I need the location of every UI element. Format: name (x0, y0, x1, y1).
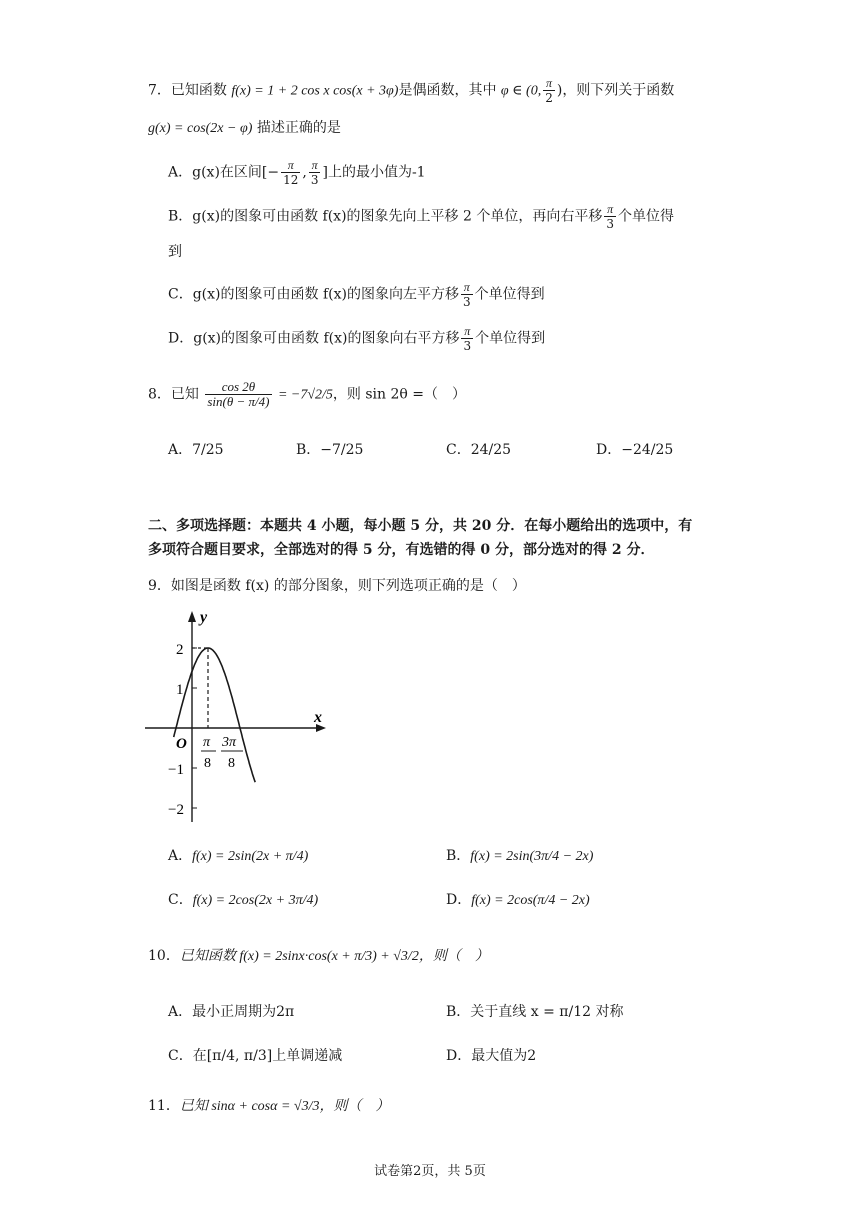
q7-option-a[interactable]: A．g(x)在区间[− $\frac{\pi}{12}$ , $\frac{\pi}{3}$ ]上的最小值为-1 (168, 158, 426, 187)
option-label: D． (446, 892, 472, 908)
q9-stem (148, 576, 526, 596)
option-value: f(x) = 2sin(3π/4 − 2x) (470, 849, 594, 864)
q9-stem-text: 如图是函数 f(x) 的部分图象，则下列选项正确的是（ ） (170, 578, 526, 594)
section2-heading-line1: 二、多项选择题：本题共 4 小题，每小题 5 分，共 20 分．在每小题给出的选项中，有 (148, 518, 693, 534)
q11-stem-text: 已知 sinα + cosα = √3/3，则（ ） (179, 1099, 390, 1114)
option-label: C． (168, 1048, 193, 1064)
q7-stem-prefix: 已知函数 (170, 82, 227, 99)
option-label: B． (446, 1004, 471, 1020)
q7-stem-suffix: ，则下列关于函数 (562, 82, 675, 99)
tick-3pi-8-den: 8 (228, 756, 235, 771)
tick-label-minus-1: −1 (168, 762, 184, 778)
y-axis-label: y (200, 609, 208, 626)
option-value: f(x) = 2cos(2x + 3π/4) (192, 893, 319, 908)
tick-label-minus-2: −2 (168, 802, 184, 818)
q7-line1: 7．已知函数 f(x) = 1 + 2 cos x cos(x + 3φ)是偶函数，其中 φ ∈ (0, $\frac{\pi}{2}$ )，则下列关于函数 (148, 76, 675, 105)
option-value: 在[π/4, π/3]上单调递减 (192, 1048, 343, 1064)
option-label: A． (168, 848, 193, 864)
q7-pi-over-2: $\frac{\pi}{2}$ (545, 76, 553, 105)
q8-fraction: $\frac{\cos 2\theta}{\sin(\theta - \pi/4)}$ (207, 379, 270, 409)
option-label: A． (168, 1004, 193, 1020)
q8-stem: 8．已知 $\frac{\cos 2\theta}{\sin(\theta - \pi/4)}$ = −7√2/5，则 sin 2θ =（ ） (148, 379, 467, 409)
sine-curve (174, 648, 256, 782)
q9-option-c[interactable] (168, 890, 318, 911)
x-axis-label: x (314, 709, 322, 726)
tick-pi-8-num: π (203, 735, 211, 750)
option-value: 24/25 (470, 442, 512, 458)
q7-option-b[interactable]: B．g(x)的图象可由函数 f(x)的图象先向上平移 2 个单位，再向右平移 $\frac{\pi}{3}$ 个单位得 (168, 202, 674, 231)
q9-graph (140, 600, 340, 830)
q8-option-a[interactable] (168, 440, 224, 460)
q9-option-a[interactable] (168, 846, 308, 867)
q9-option-d[interactable] (446, 890, 590, 911)
tick-label-1: 1 (176, 682, 184, 698)
tick-label-2: 2 (176, 642, 184, 658)
option-value: 最小正周期为2π (192, 1004, 295, 1020)
q11-number: 11． (148, 1098, 180, 1114)
option-label: B． (168, 208, 193, 225)
option-label: D． (446, 1048, 472, 1064)
q9-option-b[interactable] (446, 846, 593, 867)
q7-number: 7． (148, 82, 171, 99)
q10-option-a[interactable] (168, 1002, 294, 1022)
option-value: −24/25 (621, 442, 674, 458)
option-value: 最大值为2 (471, 1048, 537, 1064)
option-value: −7/25 (320, 442, 364, 458)
q10-stem-text: 已知函数 f(x) = 2sinx·cos(x + π/3) + √3/2，则（ ） (179, 949, 489, 964)
option-value: f(x) = 2sin(2x + π/4) (192, 849, 309, 864)
q8-option-c[interactable] (446, 440, 511, 460)
q7-line2 (148, 118, 341, 139)
q10-option-b[interactable] (446, 1002, 623, 1022)
option-value: 关于直线 x = π/12 对称 (470, 1004, 624, 1020)
page-footer: 试卷第2页，共 5页 (374, 1164, 486, 1179)
tick-3pi-8-num: 3π (222, 735, 237, 750)
q8-rhs: = −7√2/5 (277, 387, 333, 403)
option-label: D． (168, 330, 194, 347)
q7-function-expr: f(x) = 1 + 2 cos x cos(x + 3φ) (231, 83, 399, 99)
q9-number: 9． (148, 578, 171, 594)
option-value: 7/25 (192, 442, 224, 458)
q7-option-c[interactable]: C．g(x)的图象可由函数 f(x)的图象向左平方移 $\frac{\pi}{3}$ 个单位得到 (168, 280, 545, 309)
q7-g-expr: g(x) = cos(2x − φ) (148, 121, 253, 136)
q8-number: 8． (148, 386, 171, 403)
option-value: f(x) = 2cos(π/4 − 2x) (471, 893, 590, 908)
q10-number: 10． (148, 948, 180, 964)
option-label: D． (596, 442, 622, 458)
option-label: A． (168, 442, 193, 458)
q8-option-d[interactable] (596, 440, 673, 460)
q11-stem (148, 1096, 390, 1117)
option-label: C． (168, 892, 193, 908)
option-label: C． (446, 442, 471, 458)
option-label: A． (168, 164, 193, 181)
q7-option-d[interactable]: D．g(x)的图象可由函数 f(x)的图象向右平方移 $\frac{\pi}{3}$ 个单位得到 (168, 324, 546, 353)
q7-stem-mid: 是偶函数，其中 (398, 82, 497, 99)
q8-option-b[interactable] (296, 440, 363, 460)
option-label: B． (446, 848, 471, 864)
q8-suffix: ，则 sin 2θ =（ ） (332, 386, 467, 403)
q10-option-c[interactable] (168, 1046, 342, 1066)
q7-phi-range: φ ∈ (0, (500, 83, 542, 99)
option-label: C． (168, 286, 193, 303)
q7-option-b-cont: 到 (168, 244, 182, 260)
q7-line2-text: 描述正确的是 (256, 120, 341, 136)
origin-label: O (176, 736, 187, 752)
tick-pi-8-den: 8 (204, 756, 211, 771)
q10-stem (148, 946, 489, 967)
option-label: B． (296, 442, 321, 458)
q10-option-d[interactable] (446, 1046, 536, 1066)
y-axis-arrow (188, 611, 196, 622)
section2-heading-line2: 多项符合题目要求，全部选对的得 5 分，有选错的得 0 分，部分选对的得 2 分． (148, 542, 655, 558)
